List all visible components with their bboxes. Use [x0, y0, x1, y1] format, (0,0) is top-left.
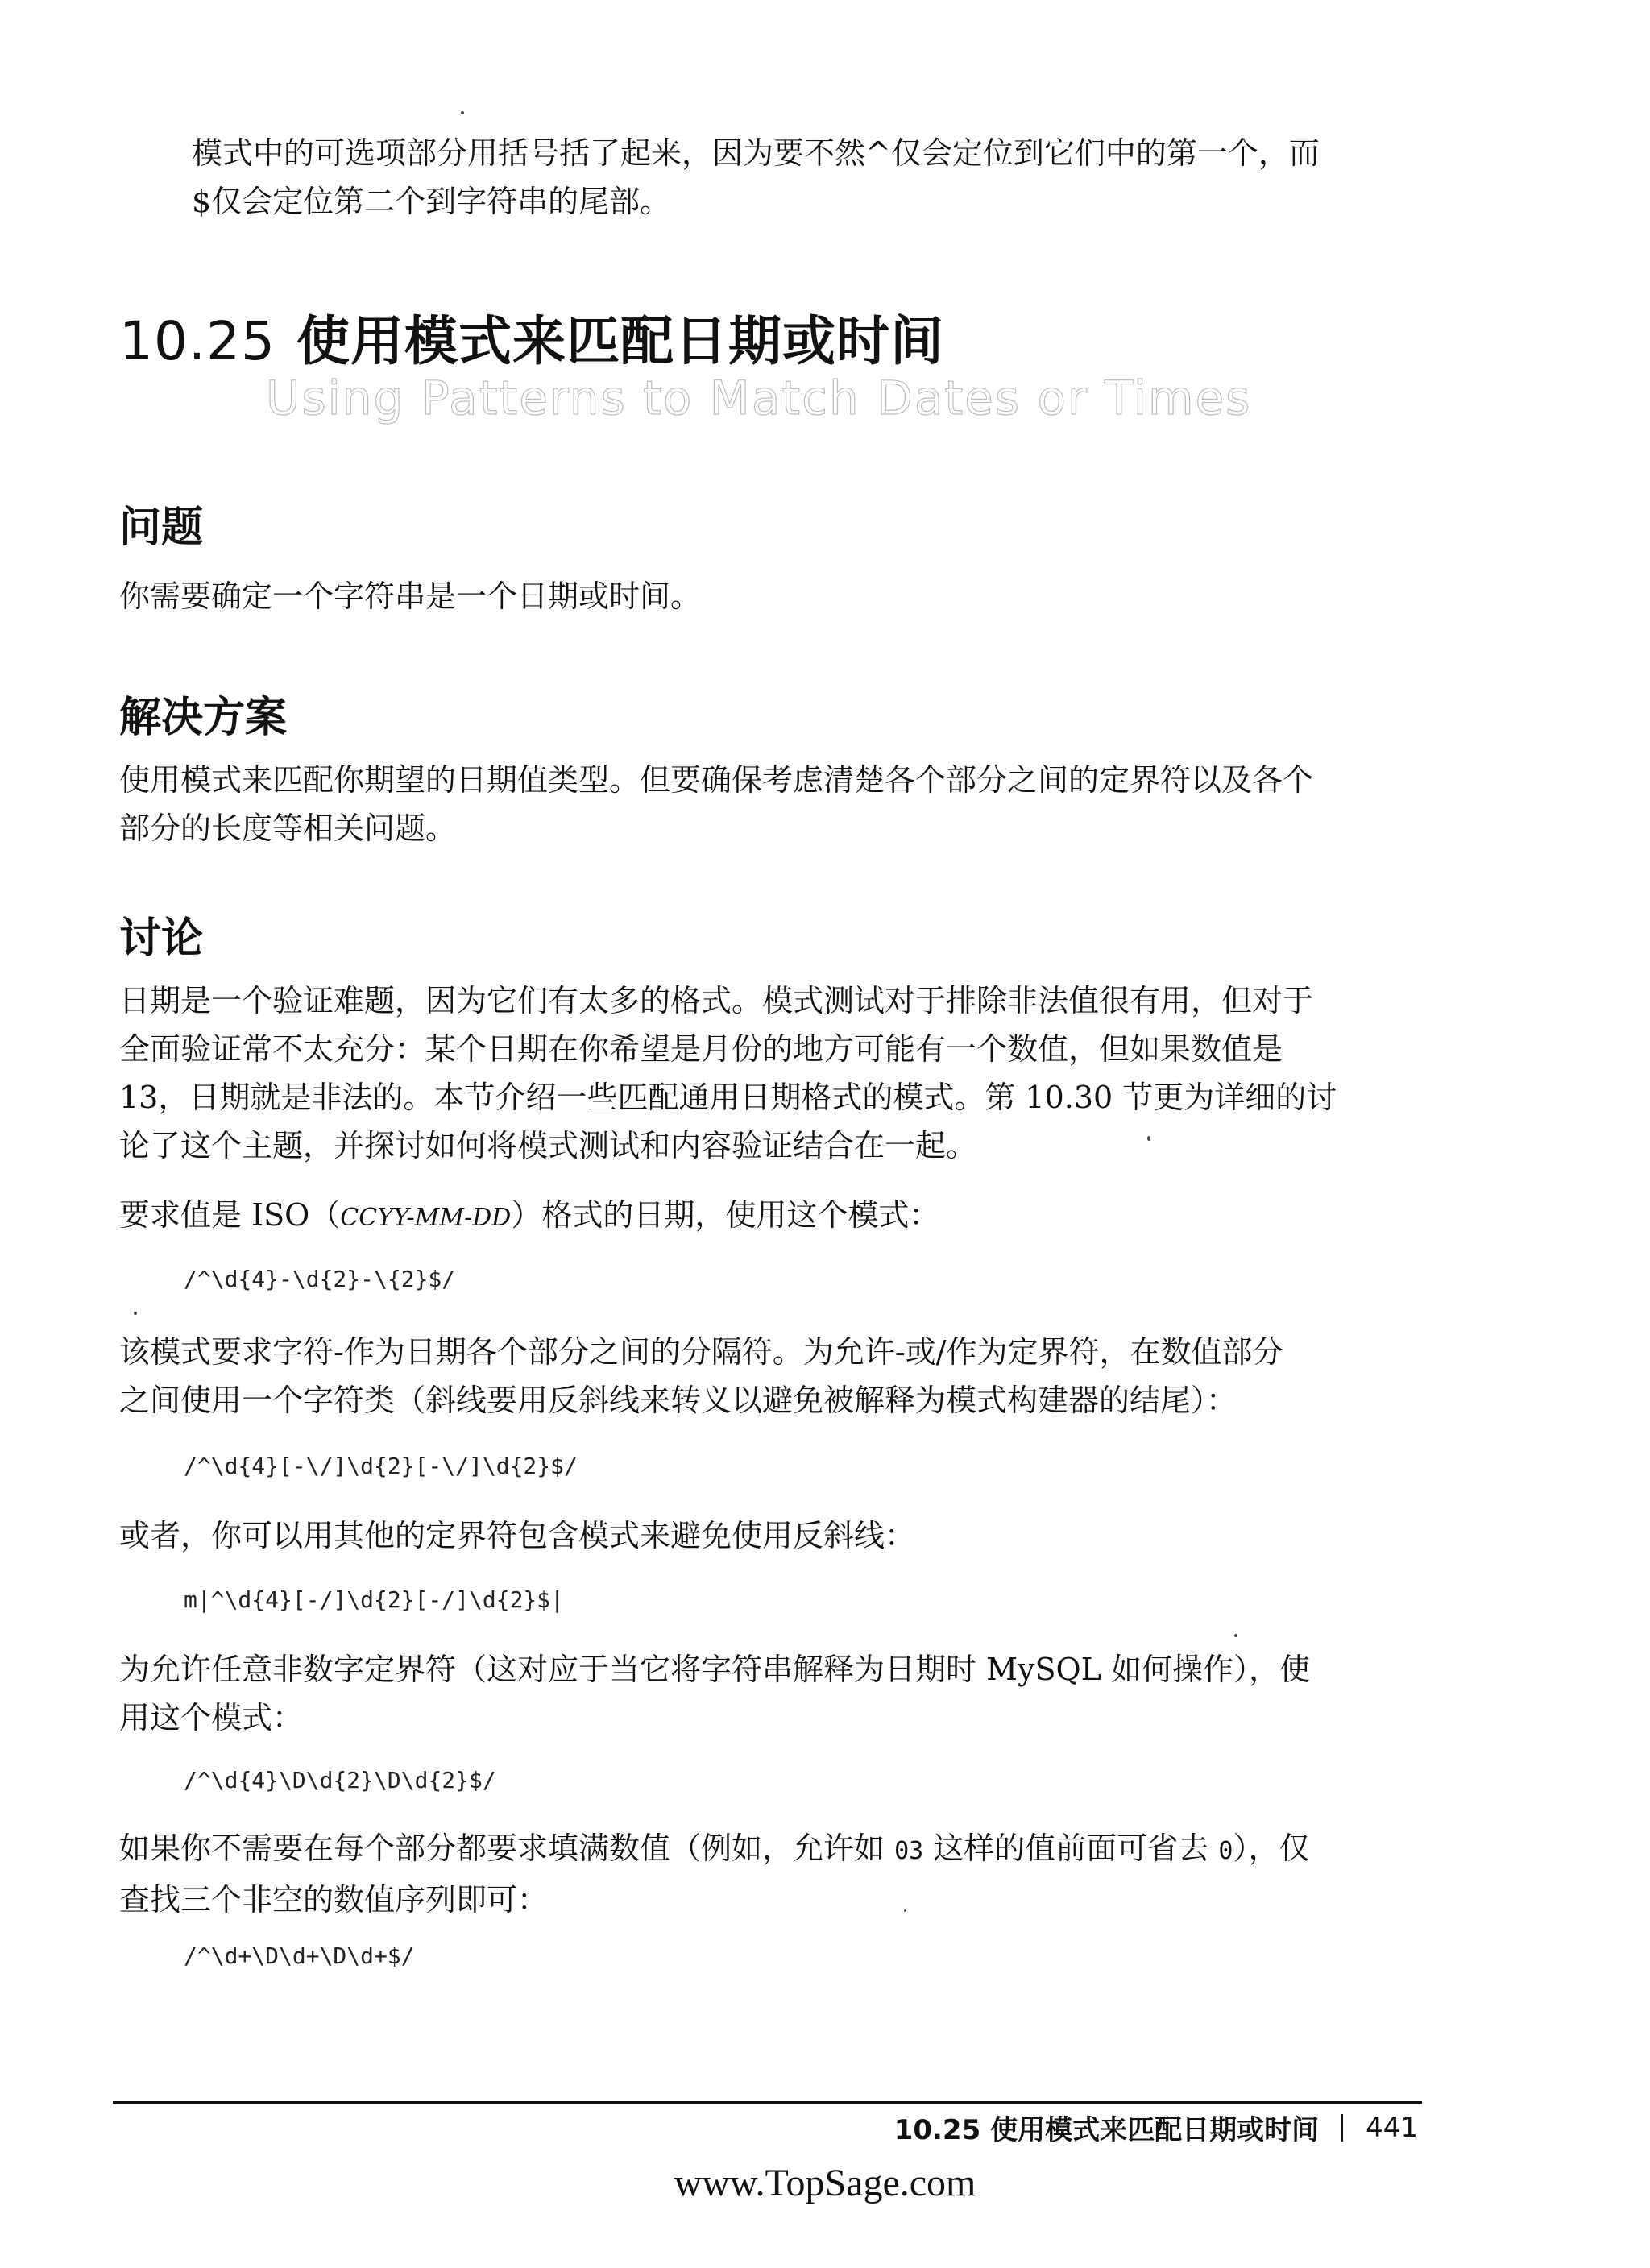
- p5-line-2: 用这个模式：: [119, 1700, 304, 1735]
- code-pattern-1: /^\d{4}-\d{2}-\{2}$/: [184, 1266, 456, 1292]
- discussion-heading: 讨论: [119, 914, 204, 963]
- intro-paragraph: [192, 129, 1392, 226]
- discussion-p1-line-2: 全面验证常不太充分：某个日期在你希望是月份的地方可能有一个数值，但如果数值是: [119, 1031, 1283, 1067]
- section-title-text: 使用模式来匹配日期或时间: [296, 310, 944, 372]
- scan-speck: [1147, 1136, 1150, 1141]
- scan-speck: [134, 1312, 137, 1315]
- p2-text-before: 要求值是 ISO（: [119, 1197, 341, 1233]
- discussion-paragraph-4: 或者，你可以用其他的定界符包含模式来避免使用反斜线：: [119, 1518, 916, 1553]
- p6-text-mid: 这样的值前面可省去: [923, 1831, 1219, 1866]
- code-pattern-5: /^\d+\D\d+\D\d+$/: [184, 1943, 415, 1969]
- p6-text-after: ），仅: [1233, 1831, 1310, 1866]
- discussion-paragraph-3: [119, 1328, 1392, 1424]
- discussion-paragraph-1: [119, 976, 1392, 1170]
- p6-text-before: 如果你不需要在每个部分都要求填满数值（例如，允许如: [119, 1831, 895, 1866]
- watermark-url: www.TopSage.com: [674, 2162, 976, 2204]
- code-pattern-4: /^\d{4}\D\d{2}\D\d{2}$/: [184, 1767, 496, 1793]
- footer-separator: [1341, 2114, 1343, 2142]
- solution-heading: 解决方案: [119, 694, 288, 742]
- solution-line-2: 部分的长度等相关问题。: [119, 811, 457, 846]
- p3-line-2: 之间使用一个字符类（斜线要用反斜线来转义以避免被解释为模式构建器的结尾）：: [119, 1383, 1238, 1418]
- section-subtitle-english: Using Patterns to Match Dates or Times: [266, 371, 1252, 425]
- iso-format-label: CCYY-MM-DD: [340, 1204, 512, 1232]
- solution-line-1: 使用模式来匹配你期望的日期值类型。但要确保考虑清楚各个部分之间的定界符以及各个: [119, 762, 1314, 798]
- p6-inline-code-03: 03: [894, 1837, 924, 1865]
- discussion-paragraph-2: [119, 1191, 1392, 1242]
- p3-line-1: 该模式要求字符-作为日期各个部分之间的分隔符。为允许-或/作为定界符，在数值部分: [119, 1334, 1283, 1370]
- code-pattern-3: m|^\d{4}[-/]\d{2}[-/]\d{2}$|: [184, 1586, 565, 1613]
- scan-speck: [461, 111, 464, 114]
- section-title: [119, 298, 944, 375]
- running-footer: [894, 2108, 1418, 2147]
- discussion-paragraph-5: [119, 1645, 1392, 1742]
- p5-line-1: 为允许任意非数字定界符（这对应于当它将字符串解释为日期时 MySQL 如何操作），使: [119, 1652, 1310, 1687]
- section-number: 10.25: [119, 310, 276, 372]
- discussion-p1-line-3: 13，日期就是非法的。本节介绍一些匹配通用日期格式的模式。第 10.30 节更为详细的讨: [119, 1080, 1337, 1115]
- p6-inline-code-0: 0: [1218, 1837, 1233, 1865]
- scan-speck: [1234, 1634, 1238, 1637]
- problem-heading: 问题: [119, 504, 204, 552]
- scan-speck: [904, 1909, 906, 1912]
- page-number: 441: [1366, 2111, 1418, 2144]
- p6-line-2: 查找三个非空的数值序列即可：: [119, 1882, 549, 1918]
- discussion-p1-line-4: 论了这个主题，并探讨如何将模式测试和内容验证结合在一起。: [119, 1128, 977, 1163]
- discussion-paragraph-6: [119, 1824, 1392, 1924]
- discussion-p1-line-1: 日期是一个验证难题，因为它们有太多的格式。模式测试对于排除非法值很有用，但对于: [119, 983, 1314, 1018]
- footer-section-ref: 10.25 使用模式来匹配日期或时间: [893, 2114, 1320, 2146]
- footer-rule: [113, 2101, 1422, 2104]
- solution-text: [119, 756, 1392, 852]
- intro-line-1: 模式中的可选项部分用括号括了起来，因为要不然^仅会定位到它们中的第一个，而: [192, 135, 1320, 171]
- intro-line-2: $仅会定位第二个到字符串的尾部。: [192, 184, 671, 219]
- p2-text-after: ）格式的日期，使用这个模式：: [511, 1197, 940, 1233]
- code-pattern-2: /^\d{4}[-\/]\d{2}[-\/]\d{2}$/: [184, 1453, 578, 1479]
- problem-text: 你需要确定一个字符串是一个日期或时间。: [119, 578, 702, 614]
